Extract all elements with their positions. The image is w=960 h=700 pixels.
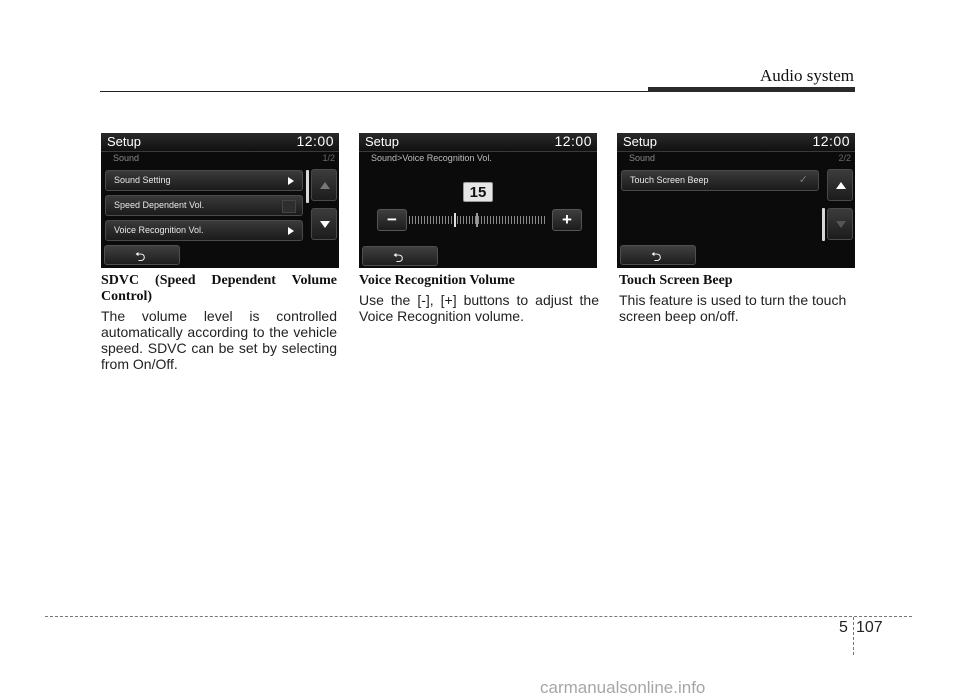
arrow-up-icon xyxy=(320,182,330,189)
volume-slider-midpoint xyxy=(476,213,478,227)
menu-item-label: Touch Screen Beep xyxy=(630,175,709,185)
breadcrumb xyxy=(101,152,339,166)
footer-rule xyxy=(45,616,912,617)
breadcrumb xyxy=(617,152,855,166)
clock: 12:00 xyxy=(554,133,592,149)
page-indicator: 2/2 xyxy=(838,153,851,163)
scroll-up-button[interactable] xyxy=(311,169,337,201)
back-arrow-icon: ⮌ xyxy=(651,249,662,264)
scrollbar[interactable] xyxy=(306,170,309,203)
scrollbar[interactable] xyxy=(822,208,825,241)
footer-divider xyxy=(853,617,854,655)
touch-beep-heading: Touch Screen Beep xyxy=(619,273,733,288)
checkbox-icon[interactable] xyxy=(282,200,296,213)
header-rule-accent xyxy=(648,87,855,92)
screen-title: Setup xyxy=(365,134,399,149)
menu-item-sound-setting[interactable] xyxy=(105,170,303,191)
screen-title: Setup xyxy=(107,134,141,149)
chevron-right-icon xyxy=(288,177,294,185)
sdvc-description: The volume level is controlled automatically according to the vehicle speed. SDVC can be set by selecting from On/Off. xyxy=(101,308,337,372)
voice-volume-screen xyxy=(359,133,597,268)
title-bar xyxy=(359,133,597,152)
voice-volume-heading: Voice Recognition Volume xyxy=(359,273,515,288)
breadcrumb-label: Sound xyxy=(629,153,656,163)
sdvc-screen xyxy=(101,133,339,268)
back-button[interactable] xyxy=(104,245,180,265)
volume-slider[interactable] xyxy=(409,216,547,224)
menu-item-label: Voice Recognition Vol. xyxy=(114,225,204,235)
volume-value: 15 xyxy=(463,182,493,202)
back-arrow-icon: ⮌ xyxy=(393,250,404,265)
menu-item-label: Speed Dependent Vol. xyxy=(114,200,205,210)
menu-item-label: Sound Setting xyxy=(114,175,171,185)
touch-beep-description: This feature is used to turn the touch screen beep on/off. xyxy=(619,292,847,324)
clock: 12:00 xyxy=(296,133,334,149)
page-number: 107 xyxy=(856,619,883,636)
section-number: 5 xyxy=(839,619,848,636)
header-rule xyxy=(100,91,648,92)
arrow-down-icon xyxy=(836,221,846,228)
scroll-up-button[interactable] xyxy=(827,169,853,201)
checkmark-icon[interactable]: ✓ xyxy=(798,174,808,186)
menu-item-voice-recognition-vol[interactable] xyxy=(105,220,303,241)
screen-title: Setup xyxy=(623,134,657,149)
menu-item-speed-dependent-vol[interactable] xyxy=(105,195,303,216)
watermark: carmanualsonline.info xyxy=(540,678,706,697)
title-bar xyxy=(101,133,339,152)
arrow-down-icon xyxy=(320,221,330,228)
scroll-down-button[interactable] xyxy=(827,208,853,240)
breadcrumb-label: Sound xyxy=(113,153,140,163)
breadcrumb-label: Sound>Voice Recognition Vol. xyxy=(371,153,492,163)
clock: 12:00 xyxy=(812,133,850,149)
touch-beep-screen xyxy=(617,133,855,268)
title-bar xyxy=(617,133,855,152)
chapter-title: Audio system xyxy=(760,66,854,85)
menu-item-touch-screen-beep[interactable] xyxy=(621,170,819,191)
page-indicator: 1/2 xyxy=(322,153,335,163)
volume-minus-button[interactable]: − xyxy=(377,209,407,231)
arrow-up-icon xyxy=(836,182,846,189)
scroll-down-button[interactable] xyxy=(311,208,337,240)
volume-plus-button[interactable]: + xyxy=(552,209,582,231)
voice-volume-description: Use the [-], [+] buttons to adjust the Voice Recognition volume. xyxy=(359,292,599,324)
back-button[interactable] xyxy=(620,245,696,265)
breadcrumb xyxy=(359,152,597,166)
back-arrow-icon: ⮌ xyxy=(135,249,146,264)
sdvc-heading: SDVC (Speed Dependent Volume Control) xyxy=(101,273,337,304)
volume-slider-thumb[interactable] xyxy=(454,213,456,227)
chevron-right-icon xyxy=(288,227,294,235)
back-button[interactable] xyxy=(362,246,438,266)
